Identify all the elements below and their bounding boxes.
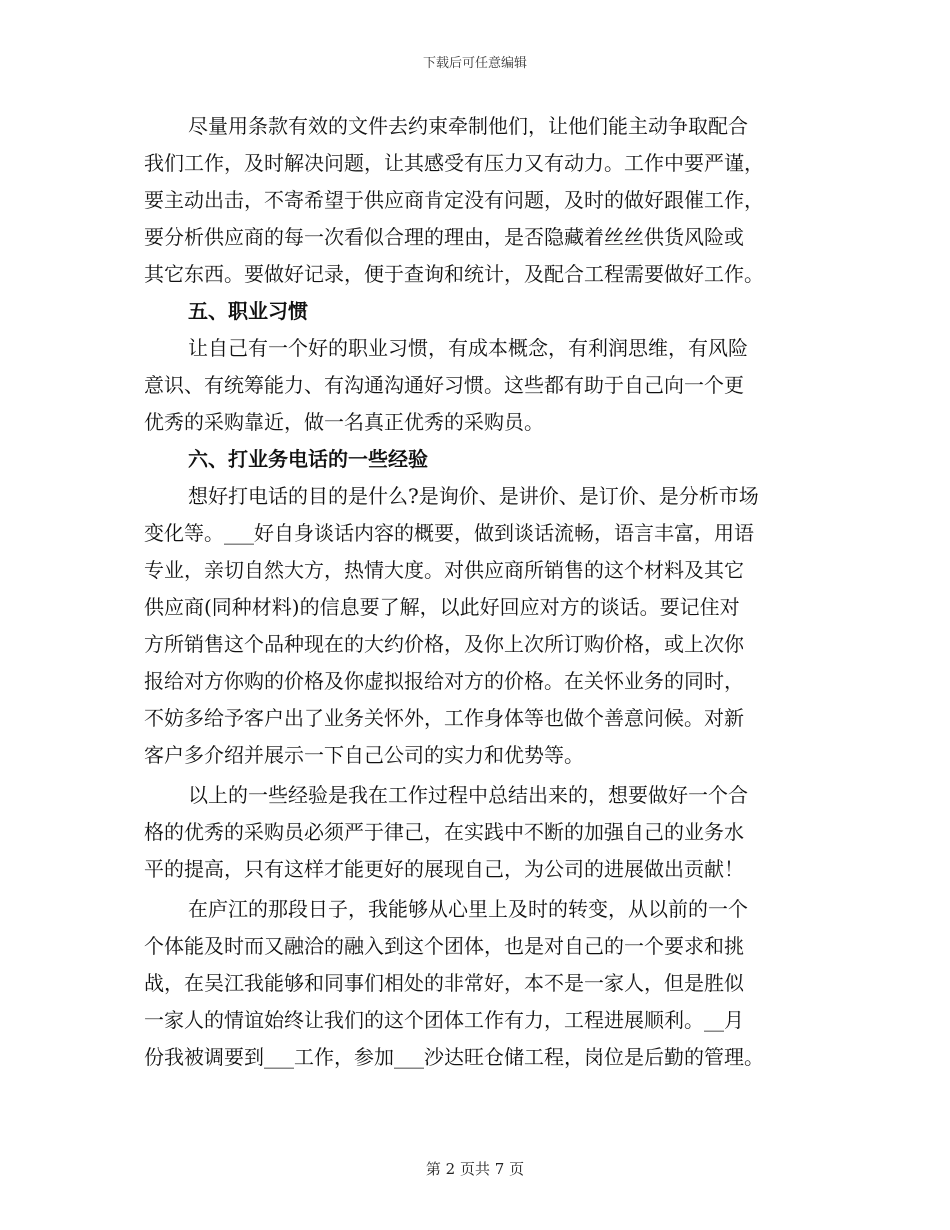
- paragraph: [144, 108, 806, 293]
- text-line: 变化等。___好自身谈话内容的概要，做到谈话流畅，语言丰富，用语: [144, 521, 754, 545]
- text-line: 报给对方你购的价格及你虚拟报给对方的价格。在关怀业务的同时，: [144, 669, 744, 693]
- text-line: 尽量用条款有效的文件去约束牵制他们，让他们能主动争取配合: [188, 114, 748, 138]
- text-line: 以上的一些经验是我在工作过程中总结出来的，想要做好一个合: [188, 783, 748, 807]
- text-line: 个体能及时而又融洽的融入到这个团体，也是对自己的一个要求和挑: [144, 934, 744, 958]
- paragraph: [144, 478, 806, 774]
- page-footer: 第 2 页共 7 页: [425, 1160, 525, 1178]
- text-line: 客户多介绍并展示一下自己公司的实力和优势等。: [144, 743, 584, 767]
- text-line: 供应商(同种材料)的信息要了解，以此好回应对方的谈话。要记住对: [144, 595, 740, 619]
- paragraph: [144, 777, 806, 888]
- text-line: 在庐江的那段日子，我能够从心里上及时的转变，从以前的一个: [188, 897, 748, 921]
- text-line: 不妨多给予客户出了业务关怀外，工作身体等也做个善意问候。对新: [144, 706, 744, 730]
- text-line: 其它东西。要做好记录，便于查询和统计，及配合工程需要做好工作。: [144, 262, 764, 286]
- text-line: 要主动出击，不寄希望于供应商肯定没有问题，及时的做好跟催工作，: [144, 188, 764, 212]
- document-body: [144, 108, 806, 1076]
- text-line: 我们工作，及时解决问题，让其感受有压力又有动力。工作中要严谨，: [144, 151, 764, 175]
- section-heading: 五、职业习惯: [188, 299, 308, 323]
- text-line: 想好打电话的目的是什么?是询价、是讲价、是订价、是分析市场: [188, 484, 759, 508]
- text-line: 专业，亲切自然大方，热情大度。对供应商所销售的这个材料及其它: [144, 558, 744, 582]
- text-line: 格的优秀的采购员必须严于律己，在实践中不断的加强自己的业务水: [144, 820, 744, 844]
- text-line: 让自己有一个好的职业习惯，有成本概念，有利润思维，有风险: [188, 336, 748, 360]
- section-heading: 六、打业务电话的一些经验: [188, 447, 428, 471]
- paragraph: [144, 330, 806, 441]
- text-line: 要分析供应商的每一次看似合理的理由，是否隐藏着丝丝供货风险或: [144, 225, 744, 249]
- page-header: 下载后可任意编辑: [422, 56, 527, 71]
- text-line: 一家人的情谊始终让我们的这个团体工作有力，工程进展顺利。__月: [144, 1008, 744, 1032]
- text-line: 优秀的采购靠近，做一名真正优秀的采购员。: [144, 410, 544, 434]
- text-line: 方所销售这个品种现在的大约价格，及你上次所订购价格，或上次你: [144, 632, 744, 656]
- text-line: 份我被调要到___工作，参加___沙达旺仓储工程，岗位是后勤的管理。: [144, 1045, 764, 1069]
- text-line: 战，在吴江我能够和同事们相处的非常好，本不是一家人，但是胜似: [144, 971, 744, 995]
- text-line: 平的提高，只有这样才能更好的展现自己，为公司的进展做出贡献！: [144, 857, 744, 881]
- paragraph: [144, 891, 806, 1076]
- text-line: 意识、有统筹能力、有沟通沟通好习惯。这些都有助于自己向一个更: [144, 373, 744, 397]
